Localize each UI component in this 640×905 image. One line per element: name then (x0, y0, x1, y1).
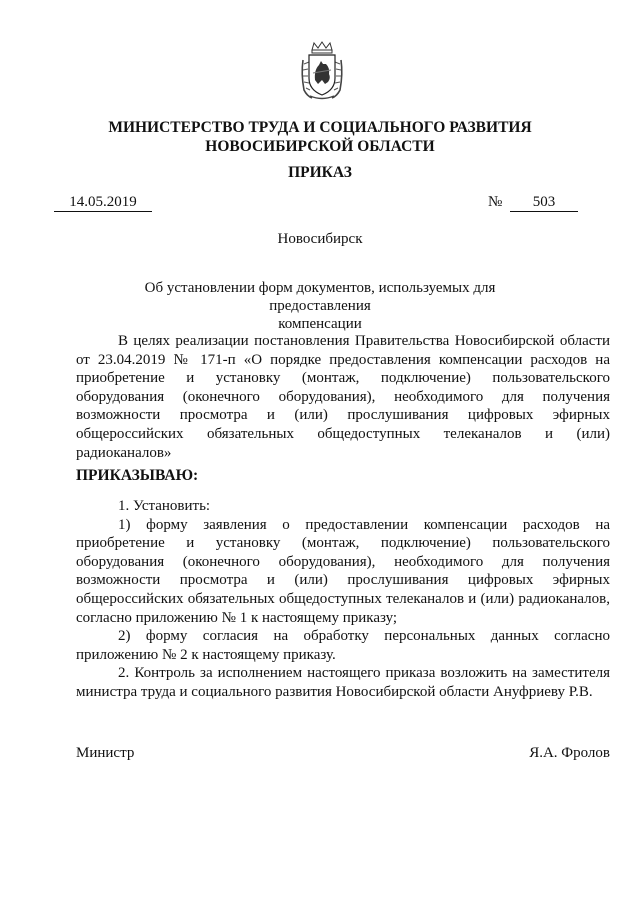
item-1: 1. Установить: (118, 498, 211, 514)
number-sign: № (488, 194, 503, 210)
item-1-1: 1) форму заявления о предоставлении компенсации расходов на приобретение и установку (монтаж, подключение) пользовательского оборудования (оконечного оборудования), необходимого для получения возможности просмотра и (или) прослушивания цифровых эфирных общероссийских обязательных общедоступных телеканалов и (или) радиоканалов, согласно приложению № 1 к настоящему приказу; (76, 516, 610, 626)
preamble-paragraph: В целях реализации постановления Правительства Новосибирской области от 23.04.2019 № 171-п «О порядке предоставления компенсации расходов на приобретение и установку (монтаж, подключение) пользовательского оборудования (оконечного оборудования), необходимого для получения возможности просмотра и (или) прослушивания цифровых эфирных общероссийских обязательных общедоступных телеканалов и (или) радиоканалов» (76, 333, 610, 461)
order-items (76, 497, 610, 702)
order-number: 503 (510, 194, 578, 212)
ministry-name (60, 118, 580, 156)
order-meta-row (54, 194, 584, 214)
item-1-2: 2) форму согласия на обработку персональных данных согласно приложению № 2 к настоящему приказу. (76, 628, 610, 663)
order-date: 14.05.2019 (54, 194, 152, 212)
document-type: ПРИКАЗ (288, 164, 352, 181)
city-name: Новосибирск (277, 231, 363, 247)
preamble (76, 332, 610, 462)
coat-of-arms-icon (300, 40, 344, 102)
order-subject-line-1: Об установлении форм документов, используемых для предоставления (144, 280, 496, 314)
command-heading: ПРИКАЗЫВАЮ: (76, 467, 199, 484)
ministry-name-line-2: НОВОСИБИРСКОЙ ОБЛАСТИ (205, 138, 435, 155)
signer-title: Министр (76, 745, 135, 761)
item-2: 2. Контроль за исполнением настоящего приказа возложить на заместителя министра труда и социального развития Новосибирской области Ануфриеву Р.В. (76, 665, 610, 700)
ministry-name-line-1: МИНИСТЕРСТВО ТРУДА И СОЦИАЛЬНОГО РАЗВИТИЯ (108, 119, 532, 136)
order-subject (100, 279, 540, 333)
signature-block (76, 745, 610, 765)
order-subject-line-2: компенсации (278, 316, 362, 332)
signer-name: Я.А. Фролов (529, 745, 610, 761)
